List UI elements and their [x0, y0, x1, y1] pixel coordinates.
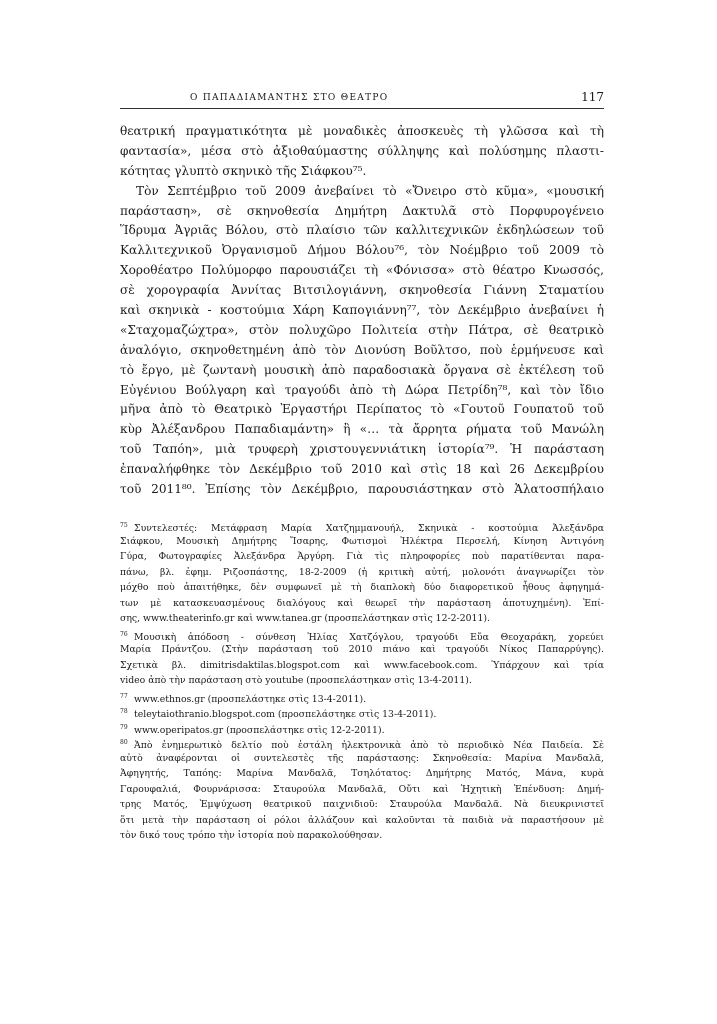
footnote-line: video ἀπὸ τὴν παράσταση στὸ youtube (προσπελάστηκαν στὶς 13-4-2011).: [120, 675, 472, 686]
footnote-line: των μὲ κατασκευασμένους διαλόγους καὶ θεωρεῖ τὴν παράσταση ἀποτυχημένη). Ἐπί-: [120, 597, 604, 609]
footnote-line: πάνω, βλ. ἐφημ. Ριζοσπάστης, 18-2-2009 (ἡ κριτικὴ αὐτή, μολονότι ἀναγνωρίζει τὸν: [120, 566, 604, 578]
footnote-mark: 80: [120, 739, 128, 746]
footnote-mark: 75: [120, 522, 128, 529]
footnote-text: www.operipatos.gr (προσπελάστηκε στὶς 12-2-2011).: [134, 724, 385, 735]
running-header: [120, 92, 604, 109]
footnote-mark: 78: [120, 708, 128, 715]
text-line: μῆνα ἀπὸ τὸ Θεατρικὸ Ἐργαστήρι Περίπατος τὸ «Γουτοῦ Γουπατοῦ τοῦ: [120, 402, 604, 417]
text-line: φαντασία», μέσα στὸ ἀξιοθαύμαστης σύλληψης καὶ πολύσημης πλαστι-: [120, 143, 604, 158]
footnote-text: teleytaiothranio.blogspot.com (προσπελάστηκε στὶς 13-4-2011).: [134, 709, 437, 720]
footnote-text: Ἀπὸ ἐνημερωτικὸ δελτίο ποὺ ἐστάλη ἠλεκτρονικὰ ἀπὸ τὸ περιοδικὸ Νέα Παιδεία. Σὲ: [134, 740, 604, 751]
footnote-text: Συντελεστές: Μετάφραση Μαρία Χατζημμανουήλ, Σκηνικὰ - κοστούμια Ἀλεξάνδρα: [134, 523, 604, 534]
footnote-line: Γύρα, Φωτογραφίες Ἀλεξάνδρα Ἀργύρη. Γιὰ τὶς πληροφορίες ποὺ παρατίθενται παρα-: [120, 551, 604, 562]
text-line: Τὸν Σεπτέμβριο τοῦ 2009 ἀνεβαίνει τὸ «Ὄνειρο στὸ κῦμα», «μουσική: [136, 183, 604, 198]
footnote-line: Γαρουφαλιά, Φουρνάρισσα: Σταυρούλα Μανδαλᾶ, Οὔτι καὶ Ἠχητικὴ Ἐπένδυση: Δημή-: [120, 783, 604, 795]
text-line: σὲ χορογραφία Ἀννίτας Βιτσιλογιάννη, σκηνοθεσία Γιάννη Σταματίου: [120, 283, 604, 298]
footnote-80: [120, 735, 604, 751]
footnote-text: www.ethnos.gr (προσπελάστηκε στὶς 13-4-2011).: [134, 693, 367, 704]
footnote-line: Ἀφηγητής, Ταπόης: Μαρίνα Μανδαλᾶ, Τσηλότατος: Δημήτρης Ματός, Μάνα, κυρὰ: [120, 768, 604, 779]
text-line: Εὐγένιου Βούλγαρη καὶ τραγούδι ἀπὸ τὴ Δώρα Πετρίδη⁷⁸, καὶ τὸν ἴδιο: [120, 382, 604, 397]
footnote-75: [120, 518, 604, 534]
footnote-mark: 77: [120, 692, 128, 700]
text-line: ἀναλόγιο, σκηνοθετημένη ἀπὸ τὸν Διονύση Βοῦλτσο, ποὺ ἑρμήνευσε καὶ: [120, 342, 604, 357]
footnote-79: [120, 720, 604, 736]
footnote-line: Μαρία Πράντζου. (Στὴν παράσταση τοῦ 2010 πιάνο καὶ τραγούδι Νίκος Παπαρρύγης).: [120, 644, 604, 655]
footnote-line: τὸν δικό τους τρόπο τὴν ἱστορία ποὺ παρακολούθησαν.: [120, 830, 383, 841]
footnote-line: σης, www.theaterinfo.gr καὶ www.tanea.gr (προσπελάστηκαν στὶς 12-2-2011).: [120, 613, 490, 624]
running-head-title: Ο ΠΑΠΑΔΙΑΜΑΝΤΗΣ ΣΤΟ ΘΕΑΤΡΟ: [190, 93, 389, 103]
footnote-line: ὅτι μετὰ τὴν παράσταση οἱ ρόλοι ἀλλάζουν καὶ καλοῦνται τὰ παιδιὰ νὰ παραστήσουν μὲ: [120, 814, 604, 826]
text-line: τοῦ Ταπόη», μιὰ τρυφερὴ χριστουγεννιάτικη ἱστορία⁷⁹. Ἡ παράσταση: [120, 442, 604, 457]
text-line: τὸ ἔργο, μὲ ζωντανὴ μουσικὴ ἀπὸ παραδοσιακὰ ὄργανα σὲ ἐκτέλεση τοῦ: [120, 362, 604, 377]
text-line: Χοροθέατρο Πολύμορφο παρουσιάζει τὴ «Φόνισσα» στὸ θέατρο Κνωσσός,: [120, 263, 604, 278]
footnote-text: Μουσικὴ ἀπόδοση - σύνθεση Ἠλίας Χατζόγλου, τραγούδι Εὔα Θεοχαράκη, χορεύει: [134, 631, 604, 642]
text-line: ἐπαναλήφθηκε τὸν Δεκέμβριο τοῦ 2010 καὶ στὶς 18 καὶ 26 Δεκεμβρίου: [120, 462, 604, 477]
text-line: Καλλιτεχνικοῦ Ὀργανισμοῦ Δήμου Βόλου⁷⁶, τὸν Νοέμβριο τοῦ 2009 τὸ: [120, 243, 604, 258]
footnote-line: τρης Ματός, Ἐμψύχωση θεατρικοῦ παιχνιδιοῦ: Σταυρούλα Μανδαλᾶ. Νὰ διευκρινιστεῖ: [120, 799, 604, 810]
text-line: Ἵδρυμα Ἀγριᾶς Βόλου, στὸ πλαίσιο τῶν καλλιτεχνικῶν ἐκδηλώσεων τοῦ: [120, 223, 604, 238]
text-line: «Σταχομαζώχτρα», στὸν πολυχῶρο Πολιτεία στὴν Πάτρα, σὲ θεατρικὸ: [120, 322, 604, 337]
footnote-line: μόχθο ποὺ ἀπαιτήθηκε, δὲν συμφωνεῖ μὲ τὴ διαπλοκὴ δύο διαφορετικοῦ ἦθους ἀφηγημά-: [120, 582, 604, 593]
footnotes: [120, 518, 604, 844]
footnote-78: [120, 704, 604, 720]
footnote-line: Σιάφκου, Μουσικὴ Δημήτρης Ἴσαρης, Φωτισμοὶ Ἠλέκτρα Περσελή, Κίνηση Ἀντιγόνη: [120, 535, 604, 547]
footnote-mark: 76: [120, 630, 128, 638]
text-line: κὺρ Ἀλέξανδρου Παπαδιαμάντη» ἢ «… τὰ ἄρρητα ρήματα τοῦ Μανώλη: [120, 422, 604, 437]
page-number: 117: [581, 90, 604, 104]
text-line: θεατρική πραγματικότητα μὲ μοναδικὲς ἀποσκευὲς τὴ γλῶσσα καὶ τὴ: [120, 124, 604, 138]
text-line: καὶ σκηνικὰ - κοστούμια Χάρη Καπογιάννη⁷⁷, τὸν Δεκέμβριο ἀνεβαίνει ἡ: [120, 303, 604, 318]
text-line: τοῦ 2011⁸⁰. Ἐπίσης τὸν Δεκέμβριο, παρουσιάστηκαν στὸ Ἁλατοσπήλαιο: [120, 482, 604, 497]
text-line: κότητας γλυπτὸ σκηνικὸ τῆς Σιάφκου⁷⁵.: [120, 163, 367, 178]
footnote-77: [120, 689, 604, 705]
footnote-76: [120, 627, 604, 643]
footnote-line: Σχετικὰ βλ. dimitrisdaktilas.blogspot.com καὶ www.facebook.com. Ὑπάρχουν καὶ τρία: [120, 659, 604, 671]
footnote-line: αὐτὸ ἀναφέρονται οἱ συντελεστὲς τῆς παράστασης: Σκηνοθεσία: Μαρίνα Μανδαλᾶ,: [120, 752, 604, 764]
main-text: [120, 122, 604, 500]
footnote-mark: 79: [120, 723, 128, 731]
text-line: παράσταση», σὲ σκηνοθεσία Δημήτρη Δακτυλᾶ στὸ Πορφυρογένειο: [120, 203, 604, 218]
